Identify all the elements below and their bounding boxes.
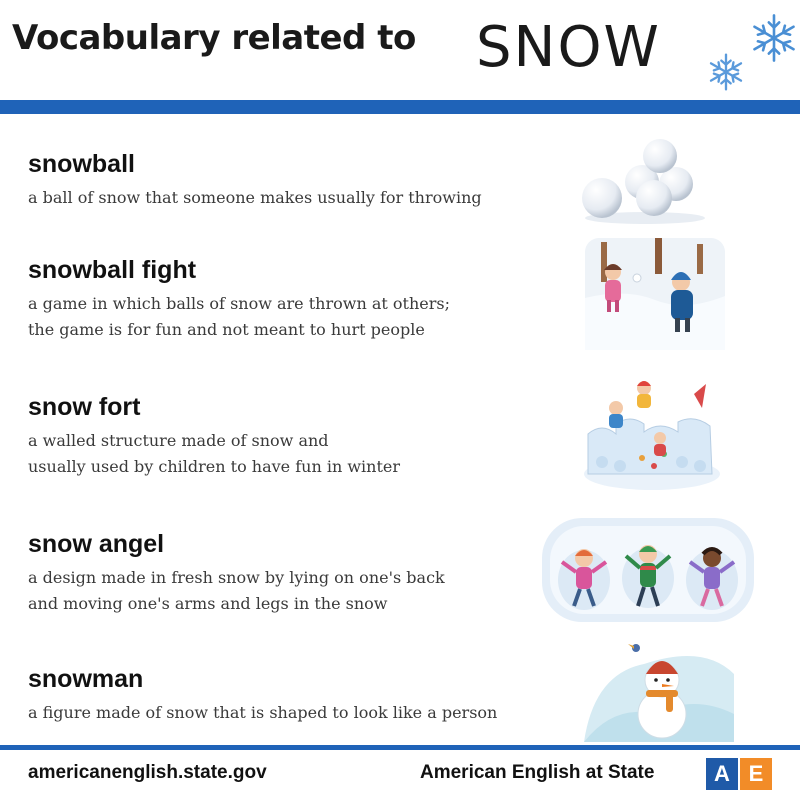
- vocab-definition-line: a figure made of snow that is shaped to look like a person: [28, 703, 498, 722]
- brand-name: American English at State: [420, 762, 655, 783]
- vocab-definition-line: usually used by children to have fun in winter: [28, 457, 401, 476]
- snow-angel-illustration: [540, 514, 756, 626]
- vocab-definition-line: a design made in fresh snow by lying on one's back: [28, 568, 445, 587]
- snowman-illustration: [584, 634, 734, 742]
- snow-fort-illustration: [582, 374, 722, 492]
- bottom-divider-band: [0, 745, 800, 750]
- website-link[interactable]: americanenglish.state.gov: [28, 762, 267, 783]
- vocab-definition-line: a ball of snow that someone makes usually for throwing: [28, 188, 482, 207]
- page-title: Vocabulary related to: [12, 18, 416, 58]
- header: [0, 0, 800, 100]
- snowflake-icon: [748, 4, 800, 72]
- vocab-term: snowball: [28, 150, 135, 178]
- vocab-definition-line: and moving one's arms and legs in the snow: [28, 594, 388, 613]
- vocab-entry-snowman: [28, 665, 497, 726]
- logo-a-block: A: [706, 758, 738, 790]
- vocab-entry-snow-fort: [28, 393, 400, 480]
- vocab-term: snowman: [28, 665, 144, 693]
- vocab-definition-line: the game is for fun and not meant to hurt people: [28, 320, 425, 339]
- vocab-entry-snow-angel: [28, 530, 445, 617]
- vocab-entry-snowball-fight: [28, 256, 450, 343]
- vocab-term: snow angel: [28, 530, 165, 558]
- snowball-fight-illustration: [585, 238, 725, 350]
- top-divider-band: [0, 100, 800, 114]
- snowball-illustration: [580, 136, 710, 226]
- title-word: SNOW: [476, 15, 661, 80]
- snowflake-icon: [706, 52, 746, 92]
- logo-e-block: E: [740, 758, 772, 790]
- vocab-definition-line: a walled structure made of snow and: [28, 431, 329, 450]
- vocab-term: snowball fight: [28, 256, 197, 284]
- vocab-term: snow fort: [28, 393, 141, 421]
- vocab-entry-snowball: [28, 150, 482, 211]
- vocab-definition-line: a game in which balls of snow are thrown at others;: [28, 294, 450, 313]
